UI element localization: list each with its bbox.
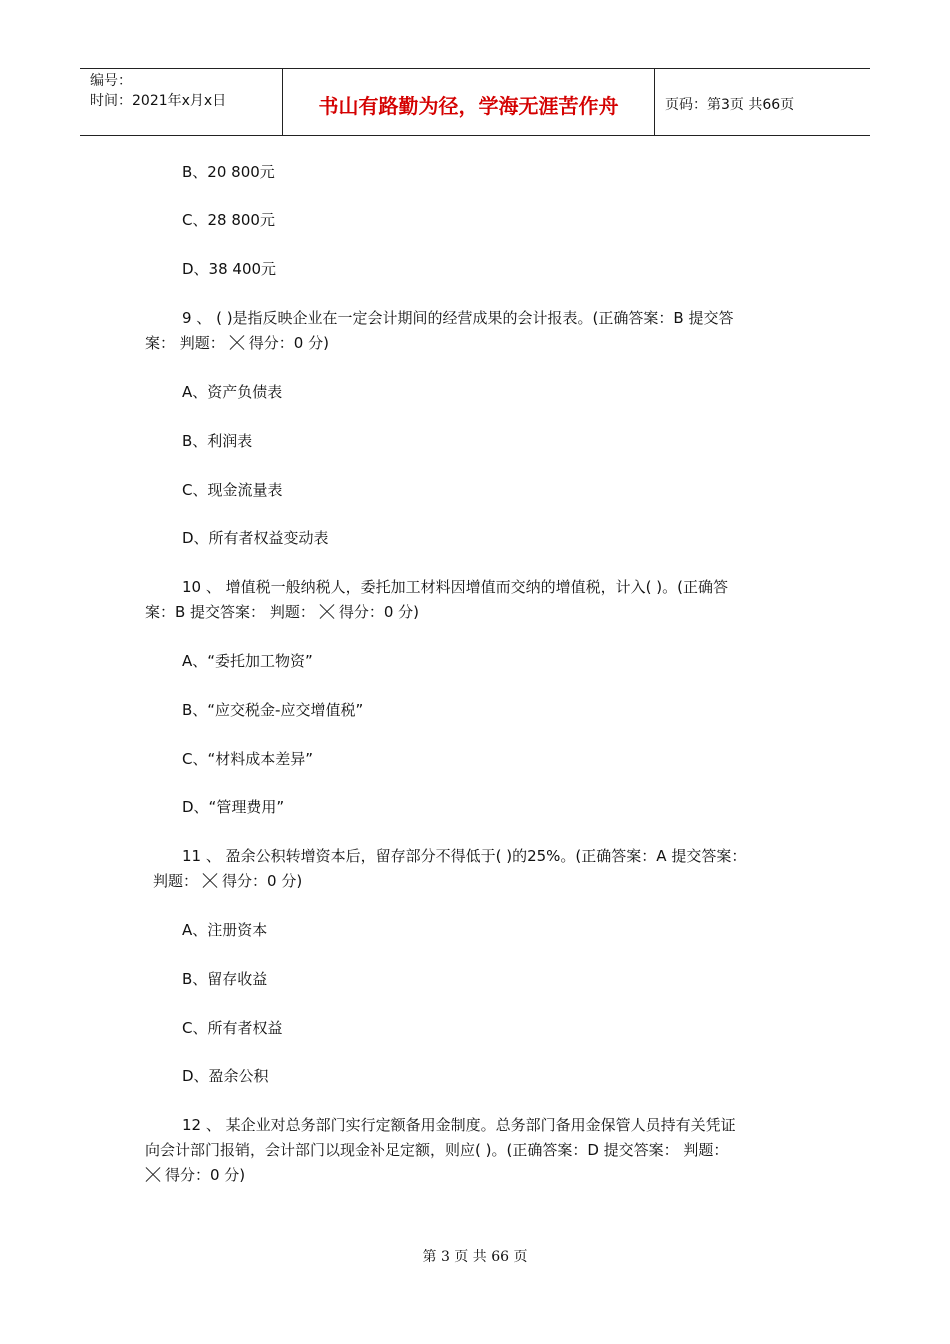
wrong-mark-icon (229, 335, 245, 351)
question-10-option-c: C、“材料成本差异” (182, 750, 314, 768)
question-10-option-a: A、“委托加工物资” (182, 652, 313, 670)
wrong-mark-icon (145, 1167, 161, 1183)
question-10-option-b: B、“应交税金-应交增值税” (182, 701, 364, 719)
question-9-status (145, 332, 329, 353)
question-10-status-label: 案：B 提交答案： 判题： (145, 603, 315, 621)
question-9-text: 9 、 ( )是指反映企业在一定会计期间的经营成果的会计报表。(正确答案：B 提交答 (182, 309, 734, 327)
question-10-status (145, 601, 419, 622)
document-date: 时间：2021年x月x日 (90, 93, 227, 109)
question-11-option-a: A、注册资本 (182, 921, 268, 939)
question-11-option-b: B、留存收益 (182, 970, 268, 988)
question-9-option-d: D、所有者权益变动表 (182, 529, 329, 547)
option-c-top: C、28 800元 (182, 211, 275, 229)
question-9-option-b: B、利润表 (182, 432, 253, 450)
page-header (80, 68, 870, 136)
question-9-option-c: C、现金流量表 (182, 481, 283, 499)
question-10-score: 得分：0 分) (338, 603, 419, 621)
question-9-score: 得分：0 分) (248, 334, 329, 352)
question-12-text-cont: 向会计部门报销，会计部门以现金补足定额，则应( )。(正确答案：D 提交答案： 判题： (145, 1141, 729, 1159)
question-11-option-d: D、盈余公积 (182, 1067, 269, 1085)
question-9-option-a: A、资产负债表 (182, 383, 283, 401)
header-page-info: 页码：第3页 共66页 (665, 97, 795, 113)
question-12-status (145, 1164, 245, 1185)
wrong-mark-icon (319, 604, 335, 620)
question-11-text: 11 、 盈余公积转增资本后，留存部分不得低于( )的25%。(正确答案：A 提交答案： (182, 847, 747, 865)
question-12-score: 得分：0 分) (165, 1166, 246, 1184)
question-11-status-label: 判题： (153, 872, 199, 890)
page-footer: 第 3 页 共 66 页 (422, 1249, 528, 1265)
wrong-mark-icon (202, 873, 218, 889)
question-9-status-label: 案： 判题： (145, 334, 225, 352)
question-10-text: 10 、 增值税一般纳税人，委托加工材料因增值而交纳的增值税，计入( )。(正确答 (182, 578, 728, 596)
document-number-label: 编号： (90, 73, 132, 89)
question-11-score: 得分：0 分) (222, 872, 303, 890)
question-11-status (153, 870, 302, 891)
question-10-option-d: D、“管理费用” (182, 798, 285, 816)
question-11-option-c: C、所有者权益 (182, 1019, 283, 1037)
header-meta (80, 69, 282, 135)
question-12-text: 12 、 某企业对总务部门实行定额备用金制度。总务部门备用金保管人员持有关凭证 (182, 1116, 736, 1134)
header-motto: 书山有路勤为径，学海无涯苦作舟 (282, 69, 655, 135)
option-b-top: B、20 800元 (182, 163, 275, 181)
option-d-top: D、38 400元 (182, 260, 277, 278)
